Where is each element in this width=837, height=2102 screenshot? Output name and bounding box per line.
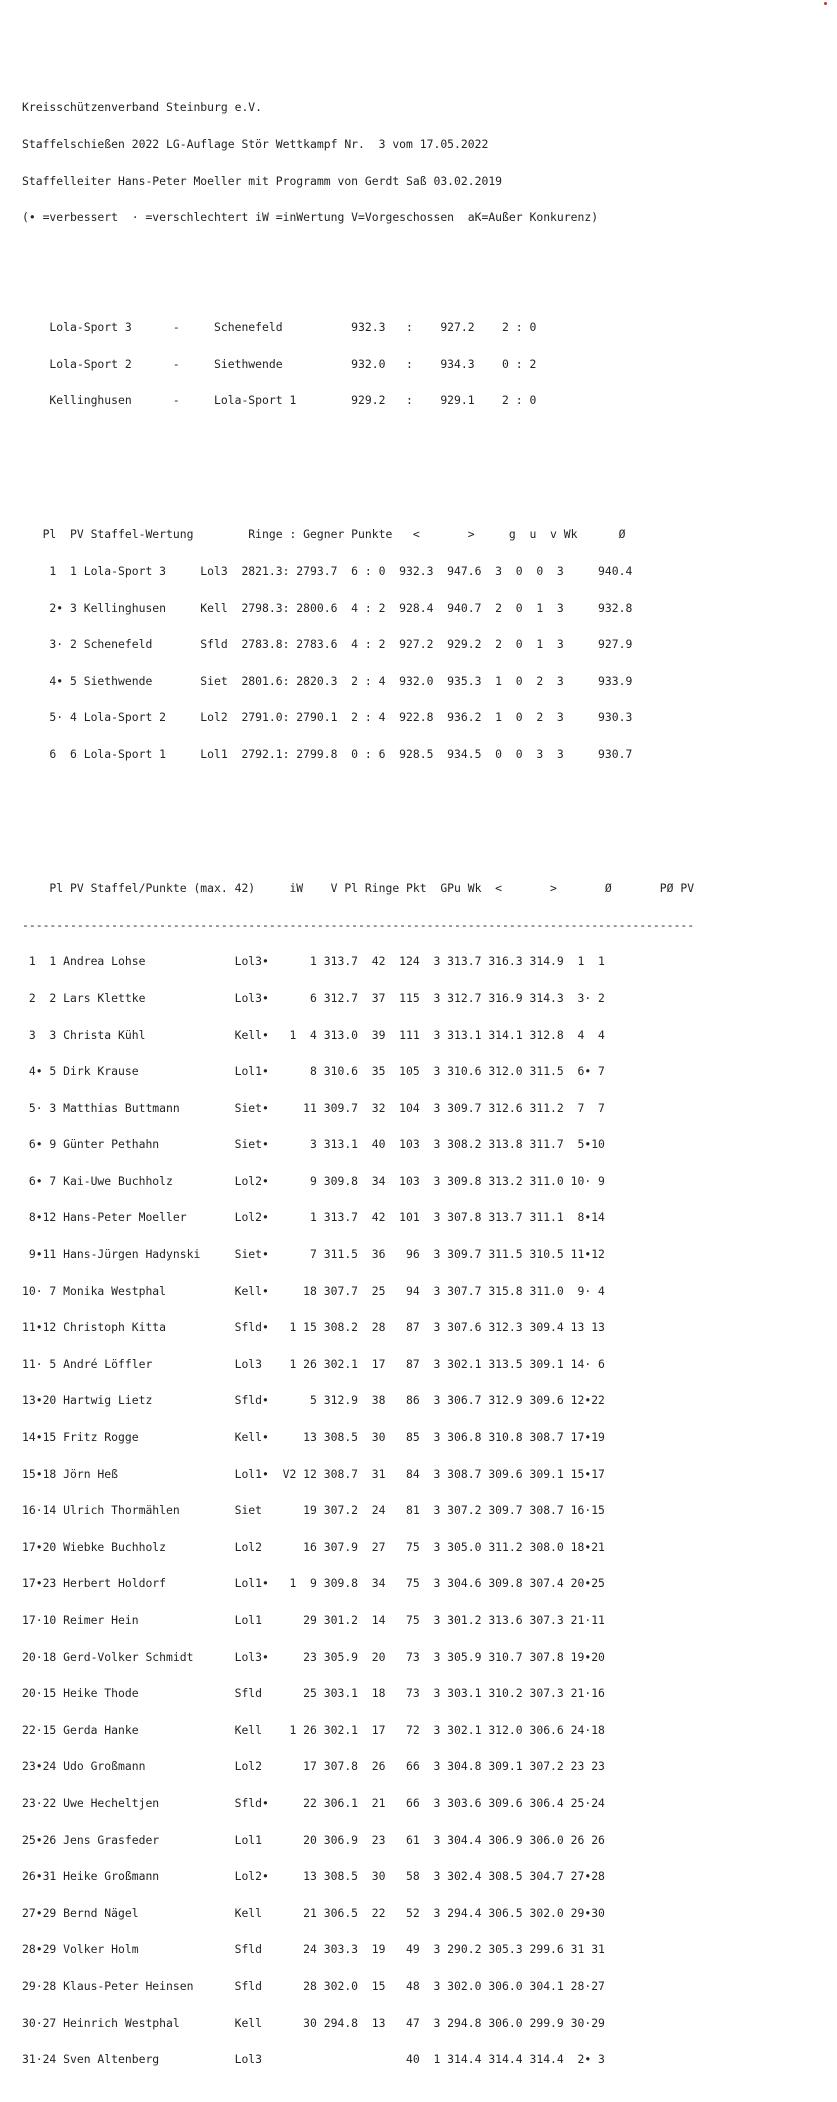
team-table-row: 5· 4 Lola-Sport 2 Lol2 2791.0: 2790.1 2 : 4 922.8 936.2 1 0 2 3 930.3 [22, 710, 633, 725]
shooter-row: 23·22 Uwe Hecheltjen Sfld• 22 306.1 21 66 3 303.6 309.6 306.4 25·24 [22, 1795, 605, 1810]
team-table-row: 2• 3 Kellinghusen Kell 2798.3: 2800.6 4 : 2 928.4 940.7 2 0 1 3 932.8 [22, 600, 633, 615]
shooter-row: 20·18 Gerd-Volker Schmidt Lol3• 23 305.9 20 73 3 305.9 310.7 307.8 19•20 [22, 1649, 605, 1664]
association-title: Kreisschützenverband Steinburg e.V. [22, 100, 263, 115]
team-table-row: 3· 2 Schenefeld Sfld 2783.8: 2783.6 4 : 2 927.2 929.2 2 0 1 3 927.9 [22, 637, 633, 652]
shooter-table-separator: -------------------------------------------------------------------------------------------------- [22, 917, 695, 932]
match-row: Kellinghusen - Lola-Sport 1 929.2 : 929.1 2 : 0 [22, 393, 537, 408]
matches-list [22, 297, 694, 431]
shooter-row: 31·24 Sven Altenberg Lol3 40 1 314.4 314.4 314.4 2• 3 [22, 2052, 605, 2067]
shooter-row: 17•23 Herbert Holdorf Lol1• 1 9 309.8 34 75 3 304.6 309.8 307.4 20•25 [22, 1576, 605, 1591]
shooter-row: 22·15 Gerda Hanke Kell 1 26 302.1 17 72 3 302.1 312.0 306.6 24·18 [22, 1722, 605, 1737]
spacer [22, 809, 694, 821]
shooter-row: 2 2 Lars Klettke Lol3• 6 312.7 37 115 3 312.7 316.9 314.3 3· 2 [22, 990, 605, 1005]
team-table-header: Pl PV Staffel-Wertung Ringe : Gegner Punkte < > g u v Wk Ø [22, 527, 626, 542]
shooter-row: 9•11 Hans-Jürgen Hadynski Siet• 7 311.5 36 96 3 309.7 311.5 310.5 11•12 [22, 1247, 605, 1262]
match-row: Lola-Sport 2 - Siethwende 932.0 : 934.3 0 : 2 [22, 356, 537, 371]
shooter-row: 28•29 Volker Holm Sfld 24 303.3 19 49 3 290.2 305.3 299.6 31 31 [22, 1942, 605, 1957]
shooter-row: 10· 7 Monika Westphal Kell• 18 307.7 25 94 3 307.7 315.8 311.0 9· 4 [22, 1283, 605, 1298]
team-table-row: 1 1 Lola-Sport 3 Lol3 2821.3: 2793.7 6 : 0 932.3 947.6 3 0 0 3 940.4 [22, 563, 633, 578]
shooter-row: 3 3 Christa Kühl Kell• 1 4 313.0 39 111 3 313.1 314.1 312.8 4 4 [22, 1027, 605, 1042]
shooter-row: 13•20 Hartwig Lietz Sfld• 5 312.9 38 86 3 306.7 312.9 309.6 12•22 [22, 1393, 605, 1408]
shooter-row: 4• 5 Dirk Krause Lol1• 8 310.6 35 105 3 310.6 312.0 311.5 6• 7 [22, 1064, 605, 1079]
shooter-row: 11•12 Christoph Kitta Sfld• 1 15 308.2 28 87 3 307.6 312.3 309.4 13 13 [22, 1320, 605, 1335]
shooter-row: 6• 9 Günter Pethahn Siet• 3 313.1 40 103 3 308.2 313.8 311.7 5•10 [22, 1137, 605, 1152]
organizer-line: Staffelleiter Hans-Peter Moeller mit Programm von Gerdt Saß 03.02.2019 [22, 173, 503, 188]
shooter-standings-table [22, 858, 694, 2090]
spacer [22, 248, 694, 260]
shooter-row: 29·28 Klaus-Peter Heinsen Sfld 28 302.0 15 48 3 302.0 306.0 304.1 28·27 [22, 1978, 605, 1993]
shooter-row: 23•24 Udo Großmann Lol2 17 307.8 26 66 3 304.8 309.1 307.2 23 23 [22, 1759, 605, 1774]
spacer [22, 455, 694, 467]
shooter-row: 25•26 Jens Grasfeder Lol1 20 306.9 23 61 3 304.4 306.9 306.0 26 26 [22, 1832, 605, 1847]
shooter-row: 17•20 Wiebke Buchholz Lol2 16 307.9 27 75 3 305.0 311.2 308.0 18•21 [22, 1539, 605, 1554]
shooter-row: 27•29 Bernd Nägel Kell 21 306.5 22 52 3 294.4 306.5 302.0 29•30 [22, 1905, 605, 1920]
shooter-row: 30·27 Heinrich Westphal Kell 30 294.8 13 47 3 294.8 306.0 299.9 30·29 [22, 2015, 605, 2030]
shooter-row: 26•31 Heike Großmann Lol2• 13 308.5 30 58 3 302.4 308.5 304.7 27•28 [22, 1869, 605, 1884]
shooter-row: 5· 3 Matthias Buttmann Siet• 11 309.7 32 104 3 309.7 312.6 311.2 7 7 [22, 1100, 605, 1115]
shooter-row: 17·10 Reimer Hein Lol1 29 301.2 14 75 3 301.2 313.6 307.3 21·11 [22, 1613, 605, 1628]
competition-title: Staffelschießen 2022 LG-Auflage Stör Wettkampf Nr. 3 vom 17.05.2022 [22, 137, 489, 151]
shooter-row: 15•18 Jörn Heß Lol1• V2 12 308.7 31 84 3 308.7 309.6 309.1 15•17 [22, 1466, 605, 1481]
team-table-row: 4• 5 Siethwende Siet 2801.6: 2820.3 2 : 4 932.0 935.3 1 0 2 3 933.9 [22, 673, 633, 688]
shooter-row: 14•15 Fritz Rogge Kell• 13 308.5 30 85 3 306.8 310.8 308.7 17•19 [22, 1430, 605, 1445]
team-standings-table [22, 504, 694, 785]
match-row: Lola-Sport 3 - Schenefeld 932.3 : 927.2 2 : 0 [22, 319, 537, 334]
legend-line: (• =verbessert · =verschlechtert iW =inWertung V=Vorgeschossen aK=Außer Konkurenz) [22, 210, 599, 225]
shooter-row: 20·15 Heike Thode Sfld 25 303.1 18 73 3 303.1 310.2 307.3 21·16 [22, 1686, 605, 1701]
shooter-row: 6• 7 Kai-Uwe Buchholz Lol2• 9 309.8 34 103 3 309.8 313.2 311.0 10· 9 [22, 1173, 605, 1188]
shooter-row: 1 1 Andrea Lohse Lol3• 1 313.7 42 124 3 313.7 316.3 314.9 1 1 [22, 954, 605, 969]
shooter-row: 16·14 Ulrich Thormählen Siet 19 307.2 24 81 3 307.2 309.7 308.7 16·15 [22, 1503, 605, 1518]
team-table-row: 6 6 Lola-Sport 1 Lol1 2792.1: 2799.8 0 : 6 928.5 934.5 0 0 3 3 930.7 [22, 746, 633, 761]
shooter-row: 8•12 Hans-Peter Moeller Lol2• 1 313.7 42 101 3 307.8 313.7 311.1 8•14 [22, 1210, 605, 1225]
red-dot-marker [824, 2, 827, 5]
shooter-table-header: Pl PV Staffel/Punkte (max. 42) iW V Pl Ringe Pkt GPu Wk < > Ø PØ PV [22, 881, 695, 896]
shooter-row: 11· 5 André Löffler Lol3 1 26 302.1 17 87 3 302.1 313.5 309.1 14· 6 [22, 1356, 605, 1371]
staffel-results-document [22, 77, 694, 2102]
